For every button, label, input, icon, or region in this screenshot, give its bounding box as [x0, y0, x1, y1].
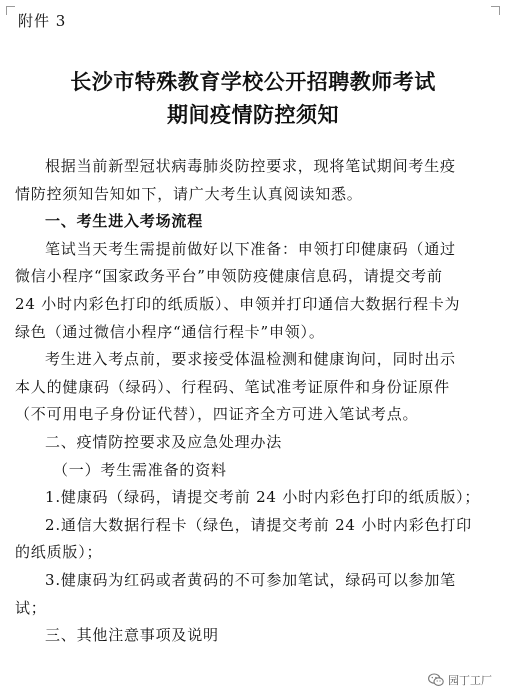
body-line: 微信小程序“国家政务平台”申领防疫健康信息码，请提交考前 [15, 267, 443, 286]
document-title-line-1: 长沙市特殊教育学校公开招聘教师考试 [70, 70, 436, 94]
subsection-heading: （一）考生需准备的资料 [53, 460, 227, 479]
list-item-continuation: 的纸质版）； [15, 543, 103, 562]
body-line: 笔试当天考生需提前做好以下准备：申领打印健康码（通过 [45, 239, 456, 258]
watermark-text: 园丁工厂 [448, 674, 492, 687]
list-item: 2.通信大数据行程卡（绿色，请提交考前 24 小时内彩色打印 [45, 515, 472, 534]
body-line: 绿色（通过微信小程序“通信行程卡”申领）。 [15, 322, 325, 341]
page-corner-mark-right [491, 6, 500, 15]
list-item-continuation: 试； [15, 598, 47, 617]
body-line: 考生进入考点前，要求接受体温检测和健康询问，同时出示 [45, 350, 456, 369]
section-heading-2: 二、疫情防控要求及应急处理办法 [45, 432, 283, 451]
document-body [15, 153, 493, 650]
body-line: （不可用电子身份证代替），四证齐全方可进入笔试考点。 [15, 405, 419, 424]
attachment-label: 附件 3 [18, 12, 67, 30]
list-item: 1.健康码（绿码，请提交考前 24 小时内彩色打印的纸质版）； [45, 488, 481, 507]
list-item: 3.健康码为红码或者黄码的不可参加笔试，绿码可以参加笔 [45, 570, 456, 589]
body-line: 本人的健康码（绿码）、行程码、笔试准考证原件和身份证原件 [15, 377, 450, 396]
section-heading-1: 一、考生进入考场流程 [45, 212, 204, 231]
body-line: 24 小时内彩色打印的纸质版）、申领并打印通信大数据行程卡为 [15, 294, 461, 313]
page-corner-mark-left [6, 6, 15, 15]
document-title-line-2: 期间疫情防控须知 [167, 103, 339, 127]
body-line: 根据当前新型冠状病毒肺炎防控要求，现将笔试期间考生疫 [45, 157, 456, 175]
section-heading-3: 三、其他注意事项及说明 [45, 626, 219, 645]
watermark [428, 672, 492, 688]
body-line: 情防控须知告知如下，请广大考生认真阅读知悉。 [15, 184, 363, 203]
wechat-icon [428, 673, 444, 687]
